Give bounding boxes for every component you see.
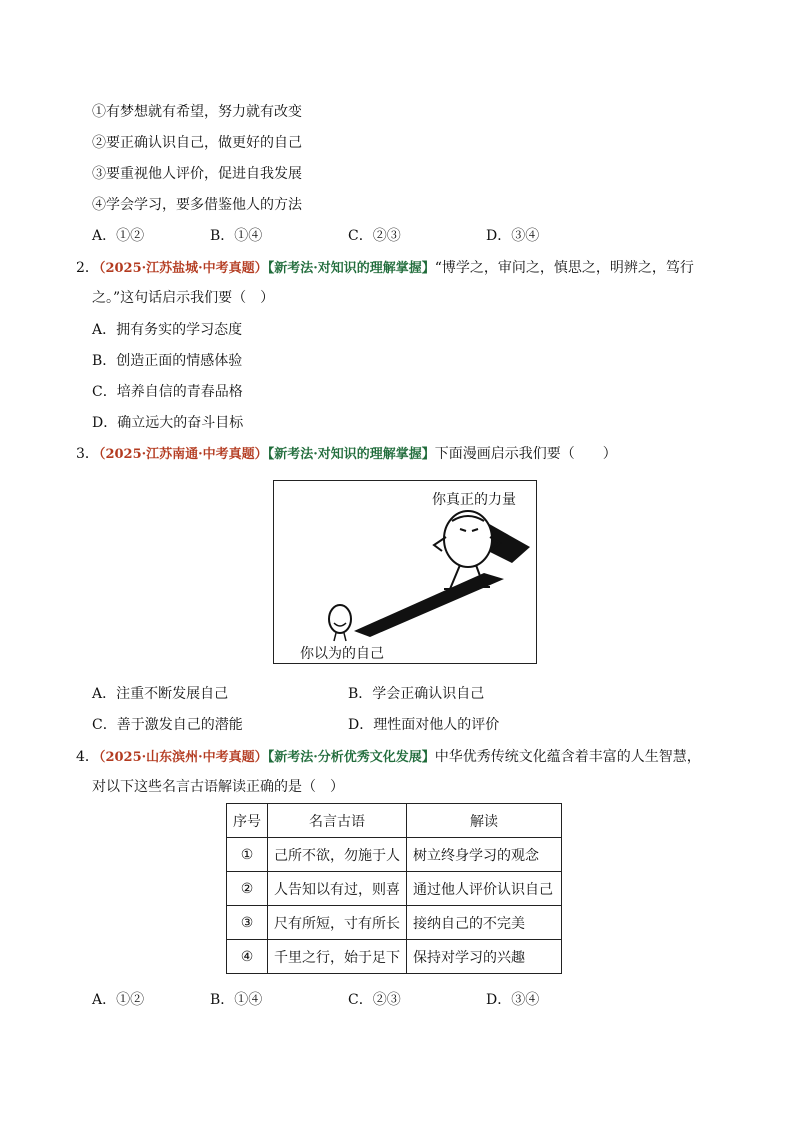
stem-text: 下面漫画启示我们要（ ） (434, 446, 617, 462)
q4-option-d[interactable]: D．③④ (486, 992, 540, 1008)
q2-stem-line2: 之。”这句话启示我们要（ ） (92, 290, 275, 306)
table-row (227, 838, 562, 872)
q3-option-a[interactable]: A．注重不断发展自己 (92, 686, 229, 702)
table-cell: 接纳自己的不完美 (407, 906, 562, 940)
q4-option-c[interactable]: C．②③ (348, 992, 401, 1008)
table-row (227, 906, 562, 940)
table-header: 序号 (227, 804, 268, 838)
q2-option-c[interactable]: C．培养自信的青春品格 (92, 384, 243, 400)
source-paren-close: ） (254, 447, 268, 462)
question-tag: 【新考法·对知识的理解掌握】 (267, 261, 435, 276)
table-cell: 保持对学习的兴趣 (407, 940, 562, 974)
exam-source: 2025·江苏南通·中考真题 (105, 447, 255, 462)
table-header: 名言古语 (268, 804, 407, 838)
stem-text: “博学之，审问之，慎思之，明辨之，笃行 (434, 260, 694, 276)
table-cell: ③ (227, 906, 268, 940)
source-paren-open: （ (98, 750, 106, 765)
question-number: 3． (76, 446, 99, 462)
q1-option-a[interactable]: A．①② (92, 228, 145, 244)
table-cell: 人告知以有过，则喜 (268, 872, 407, 906)
q2-stem (76, 258, 694, 279)
comic-illustration (273, 480, 537, 664)
q1-item-2: ②要正确认识自己，做更好的自己 (92, 135, 302, 151)
table-row (227, 940, 562, 974)
q1-option-b[interactable]: B．①④ (210, 228, 263, 244)
table-header: 解读 (407, 804, 562, 838)
small-figure (329, 605, 351, 633)
q1-item-3: ③要重视他人评价，促进自我发展 (92, 166, 302, 182)
question-tag: 【新考法·对知识的理解掌握】 (267, 447, 435, 462)
source-paren-close: ） (254, 261, 268, 276)
table-header-row (227, 804, 562, 838)
question-number: 2． (76, 260, 99, 276)
q1-item-1: ①有梦想就有希望，努力就有改变 (92, 104, 302, 120)
table-cell: 树立终身学习的观念 (407, 838, 562, 872)
q4-stem-line2: 对以下这些名言古语解读正确的是（ ） (92, 779, 344, 795)
q2-option-d[interactable]: D．确立远大的奋斗目标 (92, 415, 244, 431)
stem-text: 中华优秀传统文化蕴含着丰富的人生智慧， (434, 749, 701, 765)
question-number: 4． (76, 749, 99, 765)
table-cell: ① (227, 838, 268, 872)
exam-source: 2025·江苏盐城·中考真题 (105, 261, 255, 276)
q3-option-d[interactable]: D．理性面对他人的评价 (348, 717, 500, 733)
q4-option-a[interactable]: A．①② (92, 992, 145, 1008)
table-cell: 通过他人评价认识自己 (407, 872, 562, 906)
q1-option-c[interactable]: C．②③ (348, 228, 401, 244)
table-cell: 尺有所短，寸有所长 (268, 906, 407, 940)
source-paren-open: （ (98, 447, 106, 462)
table-cell: ④ (227, 940, 268, 974)
comic-caption-bottom: 你以为的自己 (300, 646, 384, 662)
table-row (227, 872, 562, 906)
q1-option-d[interactable]: D．③④ (486, 228, 540, 244)
source-paren-open: （ (98, 261, 106, 276)
q4-option-b[interactable]: B．①④ (210, 992, 263, 1008)
q2-option-a[interactable]: A．拥有务实的学习态度 (92, 322, 243, 338)
big-figure-body (444, 511, 492, 567)
comic-caption-top: 你真正的力量 (432, 492, 516, 508)
question-tag: 【新考法·分析优秀文化发展】 (267, 750, 435, 765)
q1-item-4: ④学会学习，要多借鉴他人的方法 (92, 197, 302, 213)
source-paren-close: ） (254, 750, 268, 765)
q3-stem (76, 444, 617, 465)
table-cell: 千里之行，始于足下 (268, 940, 407, 974)
q2-option-b[interactable]: B．创造正面的情感体验 (92, 353, 243, 369)
sayings-table (226, 803, 562, 974)
q4-stem (76, 747, 701, 768)
exam-source: 2025·山东滨州·中考真题 (105, 750, 255, 765)
q3-option-c[interactable]: C．善于激发自己的潜能 (92, 717, 243, 733)
q3-option-b[interactable]: B．学会正确认识自己 (348, 686, 485, 702)
table-cell: ② (227, 872, 268, 906)
table-cell: 己所不欲，勿施于人 (268, 838, 407, 872)
